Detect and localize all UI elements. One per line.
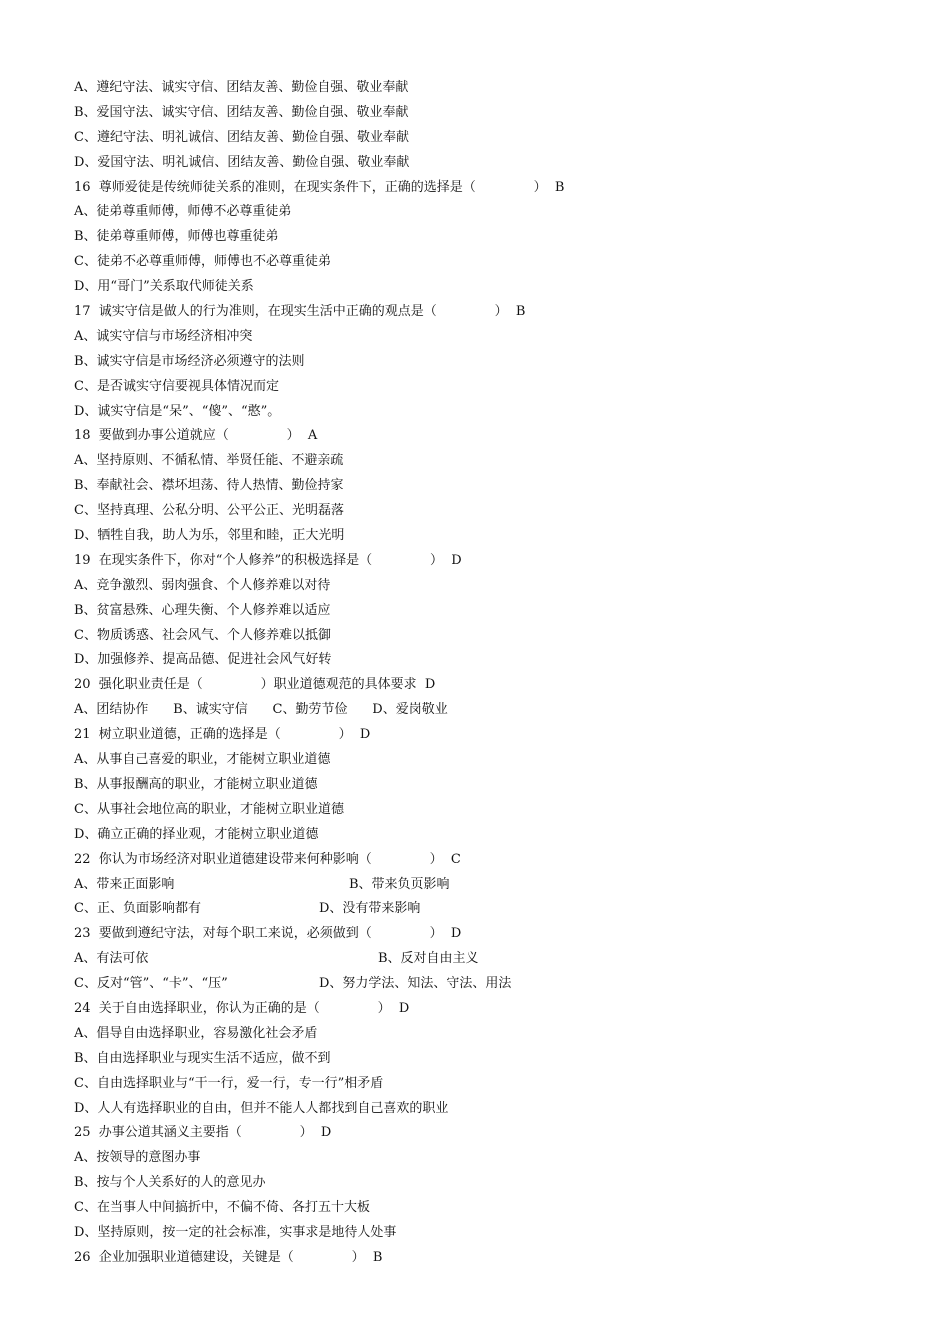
text-line: C、是否诚实守信要视具体情况而定 bbox=[74, 378, 279, 394]
text-line: C、坚持真理、公私分明、公平公正、光明磊落 bbox=[74, 503, 344, 519]
text-line: 21 树立职业道德，正确的选择是（ ） D bbox=[74, 727, 371, 743]
text-line: A、徒弟尊重师傅，师傅不必尊重徒弟 bbox=[74, 204, 292, 220]
text-line: B、从事报酬高的职业，才能树立职业道德 bbox=[74, 776, 318, 792]
text-line: C、遵纪守法、明礼诚信、团结友善、勤俭自强、敬业奉献 bbox=[74, 129, 409, 145]
text-line: B、爱国守法、诚实守信、团结友善、勤俭自强、敬业奉献 bbox=[74, 104, 409, 120]
document-page bbox=[74, 76, 894, 1271]
option-row bbox=[74, 947, 894, 972]
option-text: B、带来负页影响 bbox=[349, 876, 450, 892]
text-line: D、坚持原则，按一定的社会标准，实事求是地待人处事 bbox=[74, 1224, 397, 1240]
text-line: D、人人有选择职业的自由，但并不能人人都找到自己喜欢的职业 bbox=[74, 1100, 449, 1116]
option-text: A、有法可依 bbox=[74, 951, 149, 967]
text-line: A、倡导自由选择职业，容易激化社会矛盾 bbox=[74, 1025, 318, 1041]
option-row bbox=[74, 897, 894, 922]
text-line: 16 尊师爱徒是传统师徒关系的准则，在现实条件下，正确的选择是（ ） B bbox=[74, 179, 565, 195]
text-line: A、遵纪守法、诚实守信、团结友善、勤俭自强、敬业奉献 bbox=[74, 80, 409, 95]
text-line: B、奉献社会、襟坏坦荡、待人热情、勤俭持家 bbox=[74, 478, 344, 494]
text-line: C、自由选择职业与“干一行，爱一行，专一行”相矛盾 bbox=[74, 1075, 384, 1091]
text-line: A、诚实守信与市场经济相冲突 bbox=[74, 328, 253, 344]
text-line: D、用“哥门”关系取代师徒关系 bbox=[74, 279, 254, 295]
text-line: 18 要做到办事公道就应（ ） A bbox=[74, 428, 318, 444]
text-line: D、牺牲自我，助人为乐，邻里和睦，正大光明 bbox=[74, 528, 345, 544]
text-line: B、按与个人关系好的人的意见办 bbox=[74, 1175, 266, 1191]
text-line: A、从事自己喜爱的职业，才能树立职业道德 bbox=[74, 752, 331, 768]
text-line: A、团结协作 B、诚实守信 C、勤劳节俭 D、爱岗敬业 bbox=[74, 702, 448, 718]
text-line: B、贫富悬殊、心理失衡、个人修养难以适应 bbox=[74, 602, 331, 618]
text-line: D、加强修养、提高品德、促进社会风气好转 bbox=[74, 652, 332, 668]
text-line: A、按领导的意图办事 bbox=[74, 1150, 201, 1166]
text-line: D、爱国守法、明礼诚信、团结友善、勤俭自强、敬业奉献 bbox=[74, 154, 410, 170]
text-line: A、竞争激烈、弱肉强食、个人修养难以对待 bbox=[74, 577, 331, 593]
text-line: D、确立正确的择业观，才能树立职业道德 bbox=[74, 826, 319, 842]
text-line: 22 你认为市场经济对职业道德建设带来何种影响（ ） C bbox=[74, 851, 461, 867]
option-text: D、努力学法、知法、守法、用法 bbox=[319, 976, 512, 992]
option-row bbox=[74, 972, 894, 997]
text-line: 26 企业加强职业道德建设，关键是（ ） B bbox=[74, 1249, 383, 1265]
option-text: D、没有带来影响 bbox=[319, 901, 421, 917]
text-line: D、诚实守信是“呆”、“傻”、“憨”。 bbox=[74, 403, 281, 419]
option-text: A、带来正面影响 bbox=[74, 876, 175, 892]
text-line: B、自由选择职业与现实生活不适应，做不到 bbox=[74, 1050, 331, 1066]
option-row bbox=[74, 873, 894, 898]
text-line: 17 诚实守信是做人的行为准则，在现实生活中正确的观点是（ ） B bbox=[74, 304, 526, 320]
text-line: A、坚持原则、不循私情、举贤任能、不避亲疏 bbox=[74, 453, 344, 469]
option-text: C、正、负面影响都有 bbox=[74, 901, 201, 917]
text-line: 20 强化职业责任是（ ）职业道德观范的具体要求 D bbox=[74, 677, 436, 693]
text-line: B、诚实守信是市场经济必须遵守的法则 bbox=[74, 353, 305, 369]
text-line: 19 在现实条件下，你对“个人修养”的积极选择是（ ） D bbox=[74, 552, 462, 568]
text-line: C、物质诱惑、社会风气、个人修养难以抵御 bbox=[74, 627, 331, 643]
text-line: 24 关于自由选择职业，你认为正确的是（ ） D bbox=[74, 1000, 410, 1016]
text-line: 23 要做到遵纪守法，对每个职工来说，必须做到（ ） D bbox=[74, 926, 462, 942]
option-text: B、反对自由主义 bbox=[378, 951, 479, 967]
text-line: C、徒弟不必尊重师傅，师傅也不必尊重徒弟 bbox=[74, 254, 331, 270]
option-text: C、反对“管”、“卡”、“压” bbox=[74, 976, 228, 992]
text-line: C、在当事人中间搞折中，不偏不倚、各打五十大板 bbox=[74, 1200, 370, 1216]
text-line: C、从事社会地位高的职业，才能树立职业道德 bbox=[74, 801, 344, 817]
text-line: B、徒弟尊重师傅，师傅也尊重徒弟 bbox=[74, 229, 279, 245]
text-line: 25 办事公道其涵义主要指（ ） D bbox=[74, 1125, 332, 1141]
